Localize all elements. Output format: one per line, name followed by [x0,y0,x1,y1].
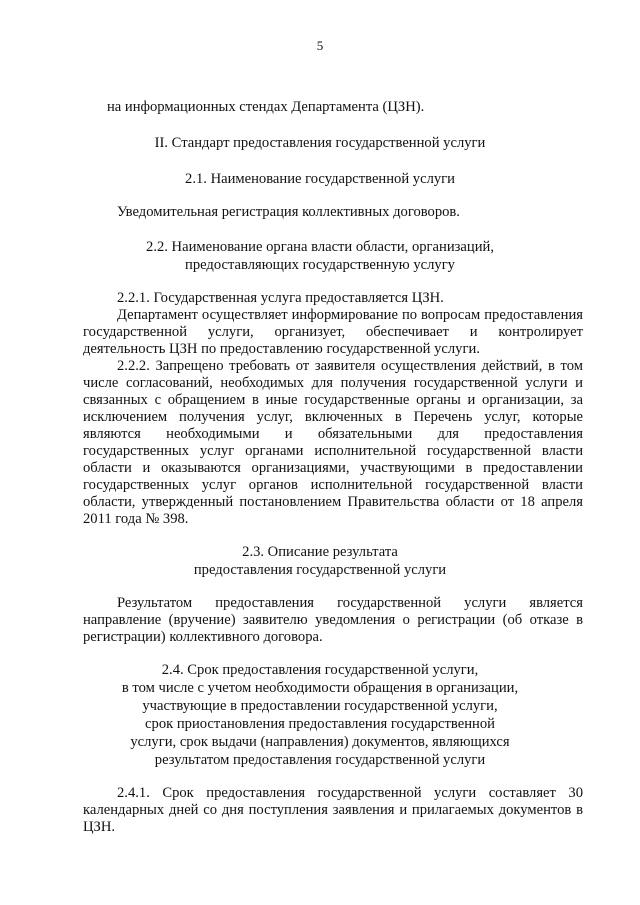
page-number: 5 [316,38,324,53]
paragraph-line: 2.4.1. Срок предоставления государственной услуги составляет 30 [117,785,583,801]
paragraph-line: 2.2.1. Государственная услуга предоставляется ЦЗН. [117,290,444,306]
paragraph-line: деятельность ЦЗН по предоставлению государственной услуги. [83,341,480,357]
subsection-heading: 2.4. Срок предоставления государственной услуги, [161,662,479,678]
paragraph-line: ЦЗН. [83,819,116,835]
paragraph-line: области и оказываются организациями, участвующими в предоставлении [83,460,583,476]
subsection-heading: 2.1. Наименование государственной услуги [185,171,455,187]
paragraph-line: Департамент осуществляет информирование по вопросам предоставления [117,307,583,323]
paragraph-line: календарных дней со дня поступления заявления и прилагаемых документов в [83,802,583,818]
service-name-text: Уведомительная регистрация коллективных договоров. [117,204,460,220]
paragraph-line: государственных услуг органов исполнительной государственной власти [83,477,583,493]
paragraph-line: числе согласований, необходимых для получения государственной услуги и [83,375,583,391]
section-heading: II. Стандарт предоставления государственной услуги [154,135,486,151]
subsection-heading: результатом предоставления государственной услуги [154,752,486,768]
paragraph-line: связанных с обращением в иные государственные органы и организации, за [83,392,583,408]
subsection-heading: предоставления государственной услуги [193,562,447,578]
text-line: на информационных стендах Департамента (ЦЗН). [107,99,425,115]
paragraph-line: регистрации) коллективного договора. [83,629,323,645]
subsection-heading: срок приостановления предоставления государственной [145,716,495,732]
paragraph-line: области, утвержденный постановлением Правительства области от 18 апреля [83,494,583,510]
subsection-heading: участвующие в предоставлении государственной услуги, [142,698,498,714]
paragraph-line: исключением получения услуг, включенных в Перечень услуг, которые [83,409,583,425]
paragraph-line: 2011 года № 398. [83,511,189,527]
subsection-heading: предоставляющих государственную услугу [185,257,455,273]
paragraph-line: направление (вручение) заявителю уведомления о регистрации (об отказе в [83,612,583,628]
paragraph-line: государственных услуг органами исполнительной государственной власти [83,443,583,459]
subsection-heading: 2.3. Описание результата [242,544,398,560]
paragraph-line: государственной услуги, организует, обеспечивает и контролирует [83,324,583,340]
paragraph-line: 2.2.2. Запрещено требовать от заявителя осуществления действий, в том [117,358,583,374]
paragraph-line: Результатом предоставления государственной услуги является [117,595,583,611]
subsection-heading: в том числе с учетом необходимости обращения в организации, [121,680,519,696]
subsection-heading: 2.2. Наименование органа власти области, организаций, [146,239,494,255]
subsection-heading: услуги, срок выдачи (направления) документов, являющихся [130,734,510,750]
paragraph-line: являются необходимыми и обязательными для предоставления [83,426,583,442]
